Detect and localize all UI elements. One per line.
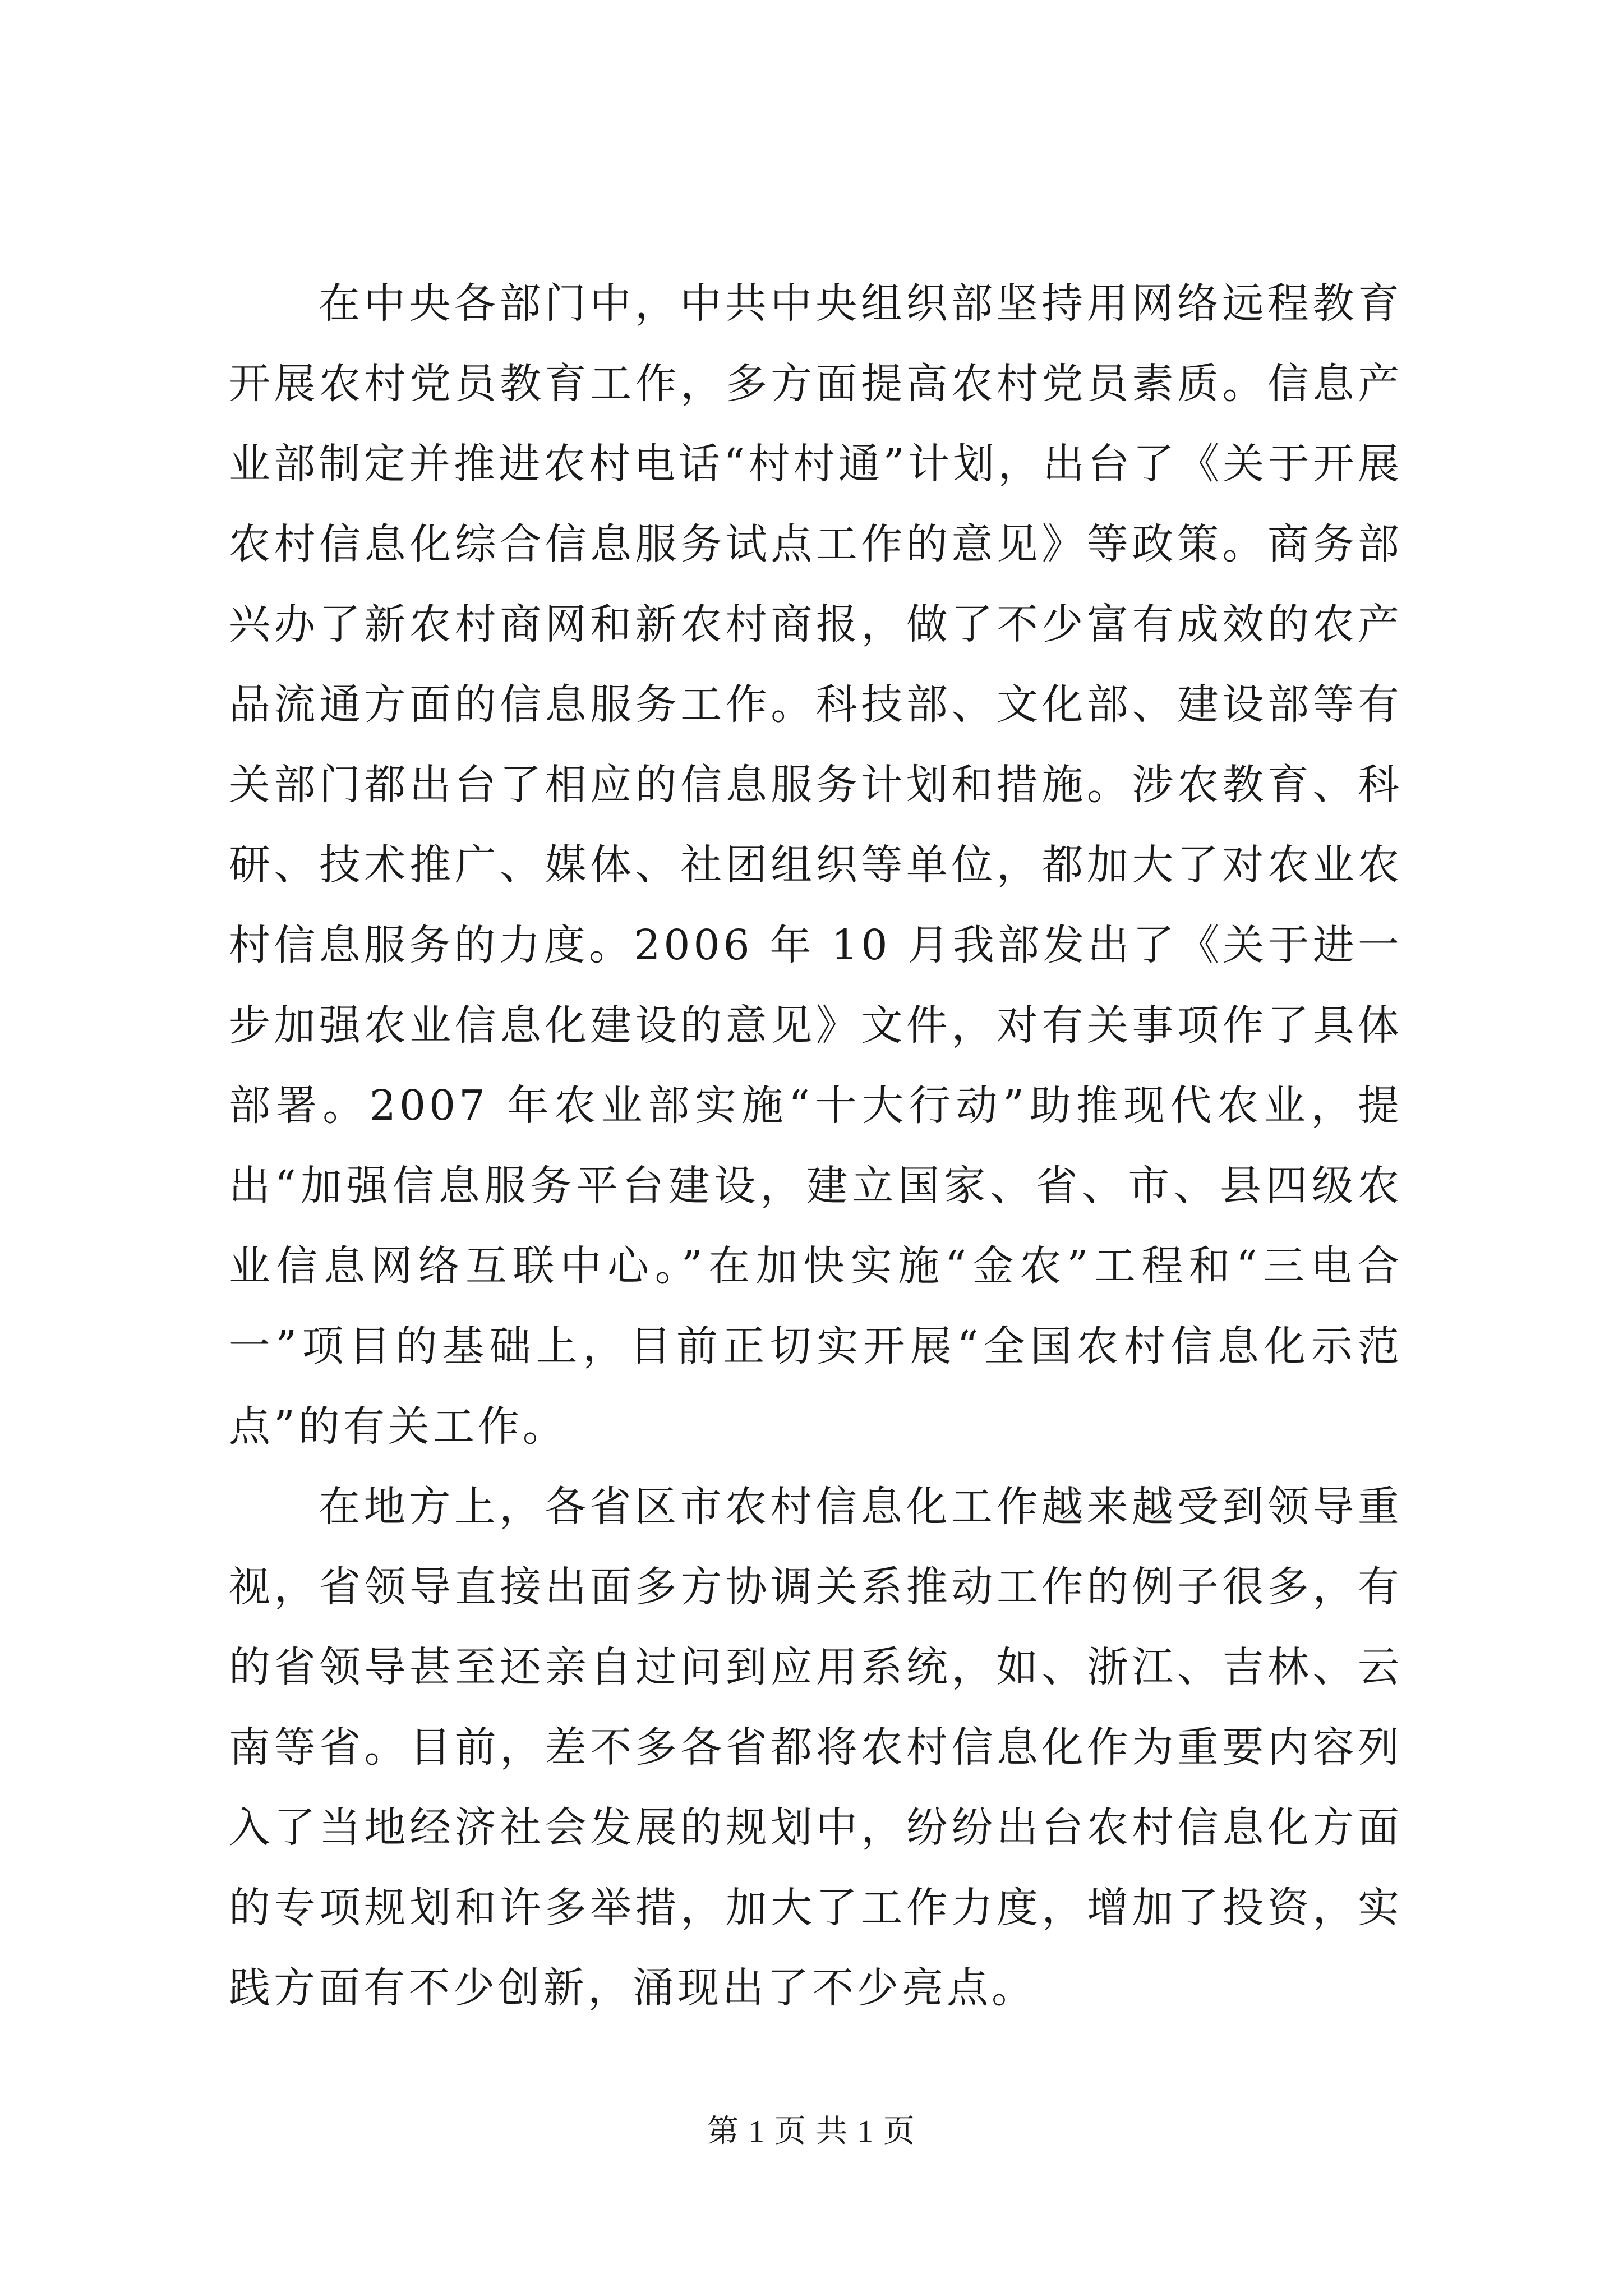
document-body	[229, 264, 1403, 2028]
paragraph-local-provinces: 在地方上，各省区市农村信息化工作越来越受到领导重视，省领导直接出面多方协调关系推动工作的例子很多，有的省领导甚至还亲自过问到应用系统，如、浙江、吉林、云南等省。目前，差不多各省都将农村信息化作为重要内容列入了当地经济社会发展的规划中，纷纷出台农村信息化方面的专项规划和许多举措，加大了工作力度，增加了投资，实践方面有不少创新，涌现出了不少亮点。	[229, 1483, 1403, 2012]
page-footer: 第 1 页 共 1 页	[707, 2114, 916, 2149]
paragraph-central-departments: 在中央各部门中，中共中央组织部坚持用网络远程教育开展农村党员教育工作，多方面提高农村党员素质。信息产业部制定并推进农村电话“村村通”计划，出台了《关于开展农村信息化综合信息服务试点工作的意见》等政策。商务部兴办了新农村商网和新农村商报，做了不少富有成效的农产品流通方面的信息服务工作。科技部、文化部、建设部等有关部门都出台了相应的信息服务计划和措施。涉农教育、科研、技术推广、媒体、社团组织等单位，都加大了对农业农村信息服务的力度。2006 年 10 月我部发出了《关于进一步加强农业信息化建设的意见》文件，对有关事项作了具体部署。2007 年农业部实施“十大行动”助推现代农业，提出“加强信息服务平台建设，建立国家、省、市、县四级农业信息网络互联中心。”在加快实施“金农”工程和“三电合一”项目的基础上，目前正切实开展“全国农村信息化示范点”的有关工作。	[229, 279, 1403, 1451]
